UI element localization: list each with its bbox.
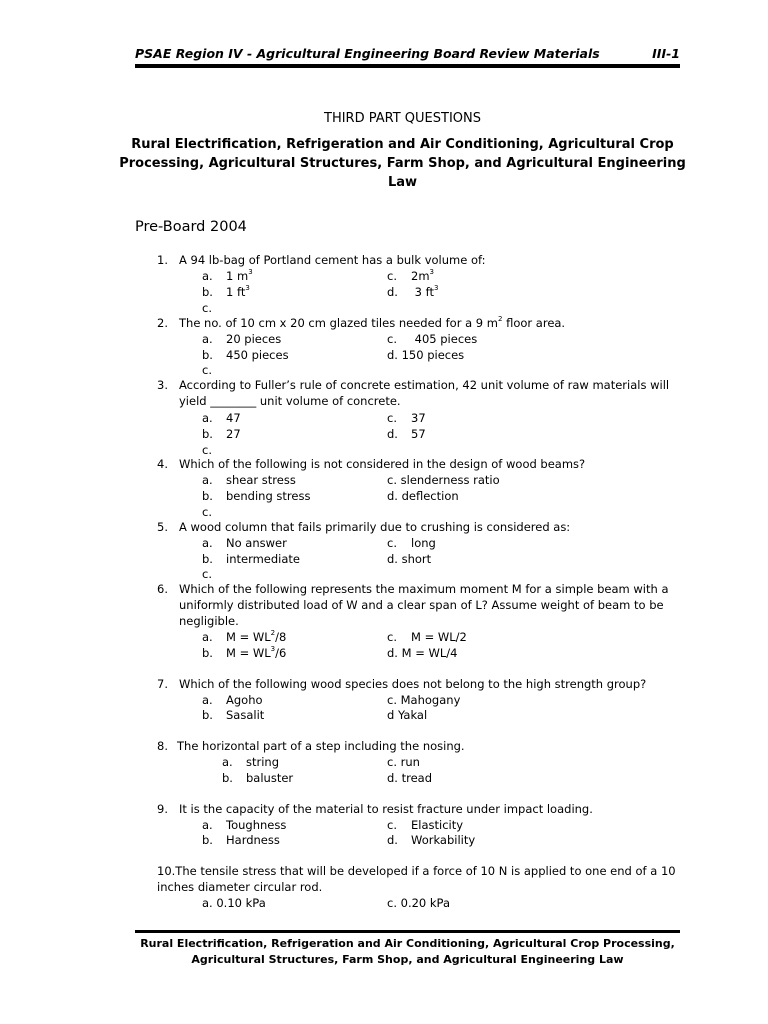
option-c: c. Mahogany [387, 693, 461, 707]
question-text-line2: uniformly distributed load of W and a clear span of L? Assume weight of beam to be [179, 598, 664, 612]
option-d: d. 150 pieces [387, 348, 465, 362]
option-b: b. 450 pieces [202, 348, 289, 362]
question-text: Which of the following wood species does not belong to the high strength group? [179, 677, 647, 691]
option-b: b. baluster [222, 771, 294, 785]
option-b: b. 27 [202, 427, 241, 441]
question-item: 10.The tensile stress that will be developed if a force of 10 N is applied to one end of a 10 [157, 864, 676, 878]
option-extra: c. [202, 301, 212, 315]
option-extra: c. [202, 363, 212, 377]
question-text: The tensile stress that will be developed if a force of 10 N is applied to one end of a 10 [175, 864, 676, 878]
question-item: 9. It is the capacity of the material to resist fracture under impact loading. [157, 802, 593, 816]
option-a: a. Agoho [202, 693, 263, 707]
question-item: 4. Which of the following is not considered in the design of wood beams? [157, 457, 586, 471]
option-b: b. $M = WL^3/6$ [202, 645, 287, 660]
question-text: It is the capacity of the material to resist fracture under impact loading. [179, 802, 593, 816]
option-extra: c. [202, 567, 212, 581]
option-c: c. slenderness ratio [387, 473, 500, 487]
option-b: b. Sasalit [202, 708, 265, 722]
option-b: b. intermediate [202, 552, 300, 566]
part-heading: THIRD PART QUESTIONS [324, 111, 481, 126]
question-text-line3: negligible. [179, 614, 239, 628]
footer-line-1: Rural Electrification, Refrigeration and Air Conditioning, Agricultural Crop Processing, [140, 937, 675, 950]
question-text: The no. of 10 cm x 20 cm glazed tiles needed for a 9 m [179, 316, 498, 330]
option-d: d. deflection [387, 489, 459, 503]
header-rule [135, 64, 680, 68]
footer-rule [135, 930, 680, 933]
option-a: a. 1 $m^3$ [202, 268, 253, 283]
question-item: 2. The no. of 10 cm x 20 cm glazed tiles needed for a 9 $m^2$ floor area. [157, 315, 566, 330]
option-a: a. No answer [202, 536, 287, 550]
option-c: c. long [387, 536, 436, 550]
option-b: b. Hardness [202, 833, 280, 847]
section-heading: Pre-Board 2004 [135, 219, 247, 235]
option-b: b. bending stress [202, 489, 311, 503]
option-c: c. run [387, 755, 420, 769]
footer-line-2: Agricultural Structures, Farm Shop, and Agricultural Engineering Law [191, 952, 624, 966]
option-a: a. Toughness [202, 818, 287, 832]
question-item: 6. Which of the following represents the maximum moment M for a simple beam with a [157, 582, 669, 596]
option-d: d Yakal [387, 708, 428, 722]
option-a: a. shear stress [202, 473, 296, 487]
option-d: d. M = WL/4 [387, 646, 458, 660]
option-d: d. Workability [387, 833, 476, 847]
option-a: a. 0.10 kPa [202, 896, 266, 910]
question-item: 3. According to Fuller’s rule of concrete estimation, 42 unit volume of raw materials will [157, 378, 670, 392]
option-c: c. M = WL/2 [387, 630, 467, 644]
header-title: PSAE Region IV - Agricultural Engineering Board Review Materials [135, 46, 600, 61]
option-a: a. 47 [202, 411, 241, 425]
option-d: d. tread [387, 771, 433, 785]
option-c: c. Elasticity [387, 818, 464, 832]
option-c: c. $2m^3$ [387, 268, 434, 283]
option-c: c. 405 pieces [387, 332, 478, 346]
option-c: c. 0.20 kPa [387, 896, 451, 910]
option-a: a. $M = WL^2/8$ [202, 629, 287, 644]
question-number: 1. [157, 253, 168, 267]
question-text-line2: yield ________ unit volume of concrete. [179, 394, 401, 408]
question-item: 8. The horizontal part of a step including the nosing. [157, 739, 465, 753]
question-text-line2: inches diameter circular rod. [157, 880, 323, 894]
option-d: d. 3 $ft^3$ [387, 284, 439, 299]
page-number: III-1 [652, 46, 680, 61]
subject-heading: Rural Electrification, Refrigeration and Air Conditioning, Agricultural Crop Processing, Agricultural Structures, Farm Shop, and Agricultural Engineering Law [119, 137, 686, 190]
option-b: b. 1 $ft^3$ [202, 284, 250, 299]
option-d: d. short [387, 552, 432, 566]
question-text: According to Fuller’s rule of concrete estimation, 42 unit volume of raw materials will [179, 378, 670, 392]
option-d: d. 57 [387, 427, 426, 441]
question-text: Which of the following is not considered in the design of wood beams? [179, 457, 586, 471]
option-extra: c. [202, 443, 212, 457]
option-c: c. 37 [387, 411, 426, 425]
question-item: 7. Which of the following wood species does not belong to the high strength group? [157, 677, 647, 691]
question-item: 5. A wood column that fails primarily due to crushing is considered as: [157, 520, 571, 534]
option-extra: c. [202, 505, 212, 519]
question-text: Which of the following represents the maximum moment M for a simple beam with a [179, 582, 669, 596]
question-text: A wood column that fails primarily due to crushing is considered as: [179, 520, 571, 534]
option-a: a. string [222, 755, 280, 769]
question-text: A 94 lb-bag of Portland cement has a bulk volume of: [179, 253, 486, 267]
question-item [157, 253, 486, 269]
page-footer [135, 936, 680, 967]
question-text: The horizontal part of a step including the nosing. [177, 739, 465, 753]
option-a: a. 20 pieces [202, 332, 282, 346]
